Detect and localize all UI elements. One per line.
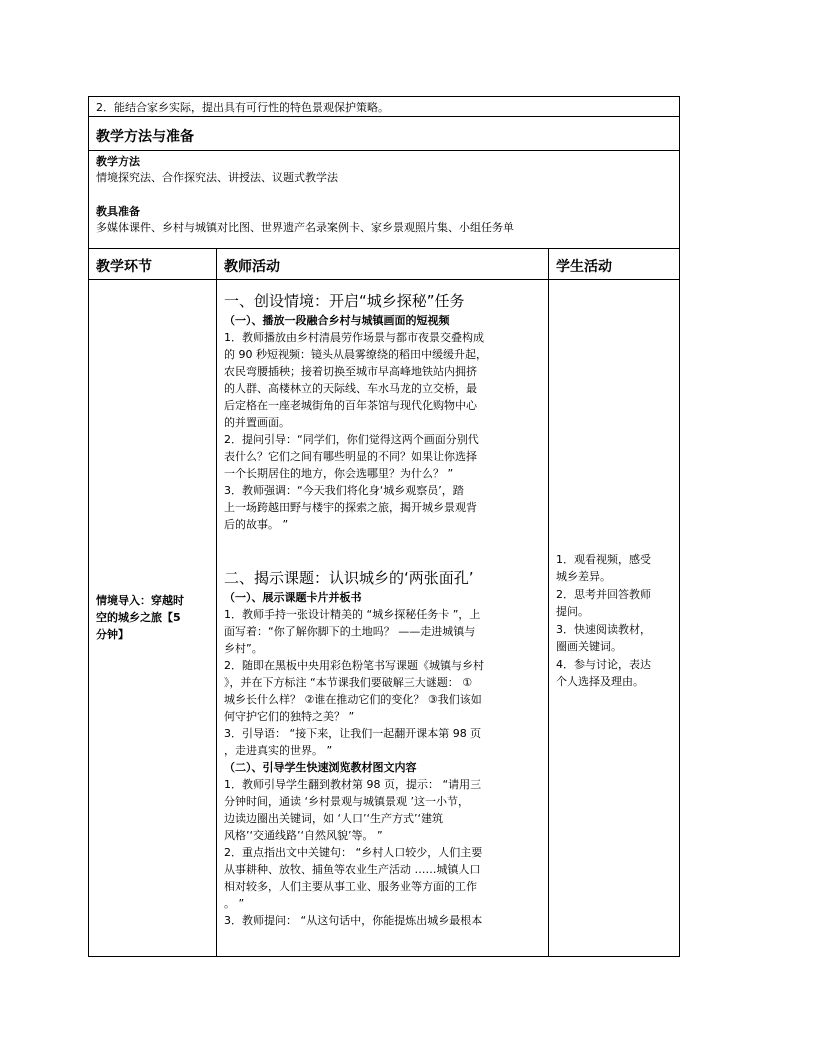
methods-heading-row xyxy=(88,117,680,151)
header-teacher: 教师活动 xyxy=(217,249,549,279)
lesson-table xyxy=(88,249,680,957)
part1-sub1: （一）、播放一段融合乡村与城镇画面的短视频 xyxy=(224,314,450,327)
table-header-row xyxy=(89,249,679,280)
part1-p2: 2．提问引导：“同学们，你们觉得这两个画面分别代 表什么？它们之间有哪些明显的不同？如果让你选择 一个长期居住的地方，你会选哪里？为什么？ ” xyxy=(224,433,479,480)
method-text: 情境探究法、合作探究法、讲授法、议题式教学法 xyxy=(96,171,338,184)
part1-title: 一、创设情境：开启“城乡探秘”任务 xyxy=(224,292,465,310)
student-item: 2．思考并回答教师 提问。 xyxy=(556,588,651,618)
method-title: 教学方法 xyxy=(96,155,140,168)
teacher-cell xyxy=(217,280,549,956)
part2-p6: 3．教师提问： “从这句话中，你能提炼出城乡最根本 xyxy=(224,914,483,927)
document-page xyxy=(88,96,680,957)
student-cell xyxy=(549,280,679,956)
tools-title: 教具准备 xyxy=(96,205,140,218)
part2-p3: 3．引导语： “接下来，让我们一起翻开课本第 98 页 ，走进真实的世界。 ” xyxy=(224,727,482,757)
part1-p3: 3．教师强调：“今天我们将化身‘城乡观察员’，踏 上一场跨越田野与楼宇的探索之旅，揭开城乡景观背 后的故事。 ” xyxy=(224,484,477,531)
part2-sub2: （二）、引导学生快速浏览教材图文内容 xyxy=(224,761,417,774)
student-item: 1．观看视频，感受 城乡差异。 xyxy=(556,553,651,583)
stage-label: 情境导入：穿越时 空的城乡之旅【5 分钟】 xyxy=(96,594,184,641)
part2-p2: 2．随即在黑板中央用彩色粉笔书写课题《城镇与乡村 》，并在下方标注 “本节课我们要破解三大谜题： ① 城乡长什么样？ ②谁在推动它们的变化？ ③我们该如 何守护它们的独特之美？ ” xyxy=(224,659,484,723)
part1-p1: 1．教师播放由乡村清晨劳作场景与都市夜景交叠构成 的 90 秒短视频：镜头从晨雾缭绕的稻田中缓缓升起， 农民弯腰插秧；接着切换至城市早高峰地铁站内拥挤 的人群、高楼林立的天际线、车水马龙的立交桥，最 后定格在一座老城街角的百年茶馆与现代化购物中心 的并置画面。 xyxy=(224,331,487,429)
objective-text: 2．能结合家乡实际，提出具有可行性的特色景观保护策略。 xyxy=(96,101,389,114)
student-activities xyxy=(556,551,651,690)
part2-title: 二、揭示课题：认识城乡的‘两张面孔’ xyxy=(224,569,474,587)
header-student: 学生活动 xyxy=(556,259,612,275)
objective-row xyxy=(88,96,680,117)
part2-p5: 2．重点指出文中关键句： “乡村人口较少，人们主要 从事耕种、放牧、捕鱼等农业生产活动 ……城镇人口 相对较多，人们主要从事工业、服务业等方面的工作 。 ” xyxy=(224,846,483,910)
stage-cell xyxy=(89,280,217,956)
part2-p1: 1．教师手持一张设计精美的 “城乡探秘任务卡 ”，上 面写着：“你了解你脚下的土地吗？ ——走进城镇与 乡村”。 xyxy=(224,608,481,655)
student-item: 3．快速阅读教材， 圈画关键词。 xyxy=(556,623,651,653)
student-item: 4．参与讨论，表达 个人选择及理由。 xyxy=(556,658,651,688)
part2-p4: 1．教师引导学生翻到教材第 98 页，提示： “请用三 分钟时间，通读 ‘乡村景观与城镇景观 ’这一小节， 边读边圈出关键词，如 ‘人口’‘生产方式’‘建筑 风格’‘交通线路’‘自然风貌’等。 ” xyxy=(224,778,482,842)
methods-content xyxy=(88,151,680,249)
table-row xyxy=(89,280,679,956)
header-stage: 教学环节 xyxy=(89,249,217,279)
part2-sub1: （一）、展示课题卡片并板书 xyxy=(224,591,362,604)
tools-text: 多媒体课件、乡村与城镇对比图、世界遗产名录案例卡、家乡景观照片集、小组任务单 xyxy=(96,221,514,234)
methods-heading: 教学方法与准备 xyxy=(96,129,194,145)
